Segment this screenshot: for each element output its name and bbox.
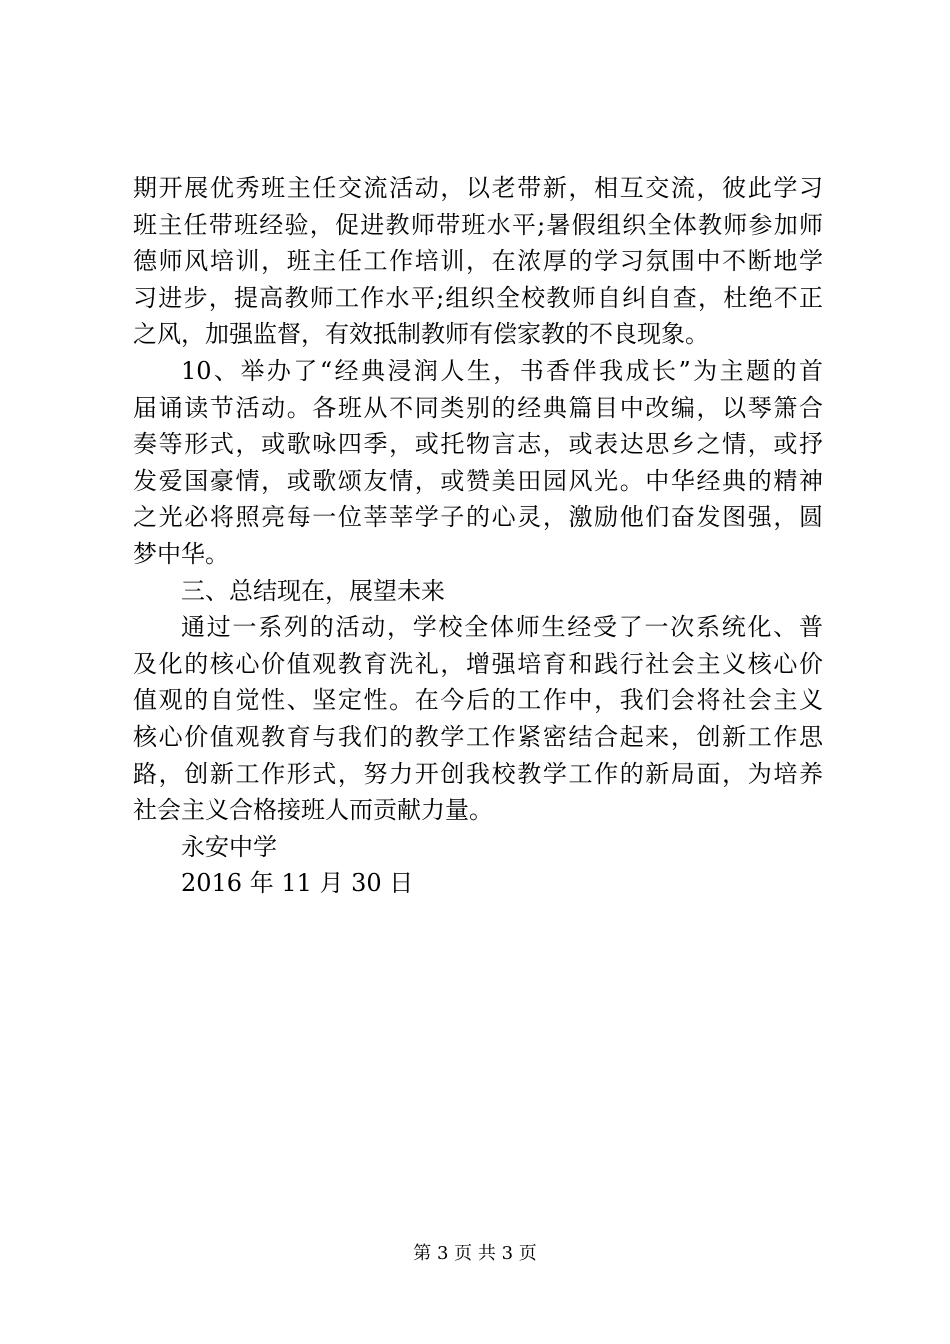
- text-line: 10、举办了“经典浸润人生，书香伴我成长”为主题的首: [181, 356, 823, 385]
- text-line: 社会主义合格接班人而贡献力量。: [133, 796, 493, 825]
- text-line: 之光必将照亮每一位莘莘学子的心灵，激励他们奋发图强，圆: [133, 503, 823, 532]
- text-line: 核心价值观教育与我们的教学工作紧密结合起来，创新工作思: [133, 722, 823, 751]
- text-line: 奏等形式，或歌咏四季，或托物言志，或表达思乡之情，或抒: [133, 430, 823, 459]
- page-number-label: 第 3 页 共 3 页: [413, 1243, 537, 1264]
- text-line: 届诵读节活动。各班从不同类别的经典篇目中改编，以琴箫合: [133, 393, 823, 422]
- document-body: [133, 170, 823, 902]
- text-line: 路，创新工作形式，努力开创我校教学工作的新局面，为培养: [133, 759, 823, 788]
- page-footer: [0, 1242, 950, 1266]
- section-heading: 三、总结现在，展望未来: [181, 576, 445, 605]
- signature-organization: 永安中学: [181, 832, 277, 861]
- text-line: 梦中华。: [133, 539, 229, 568]
- signature-date: 2016 年 11 月 30 日: [181, 869, 414, 898]
- text-line: 班主任带班经验，促进教师带班水平;暑假组织全体教师参加师: [133, 210, 823, 239]
- text-line: 之风，加强监督，有效抵制教师有偿家教的不良现象。: [133, 320, 709, 349]
- text-line: 值观的自觉性、坚定性。在今后的工作中，我们会将社会主义: [133, 686, 823, 715]
- text-line: 及化的核心价值观教育洗礼，增强培育和践行社会主义核心价: [133, 649, 823, 678]
- text-line: 德师风培训，班主任工作培训，在浓厚的学习氛围中不断地学: [133, 247, 823, 276]
- text-line: 发爱国豪情，或歌颂友情，或赞美田园风光。中华经典的精神: [133, 466, 823, 495]
- text-line: 习进步，提高教师工作水平;组织全校教师自纠自查，杜绝不正: [133, 283, 823, 312]
- text-line: 通过一系列的活动，学校全体师生经受了一次系统化、普: [181, 613, 823, 642]
- text-line: 期开展优秀班主任交流活动，以老带新，相互交流，彼此学习: [133, 174, 823, 202]
